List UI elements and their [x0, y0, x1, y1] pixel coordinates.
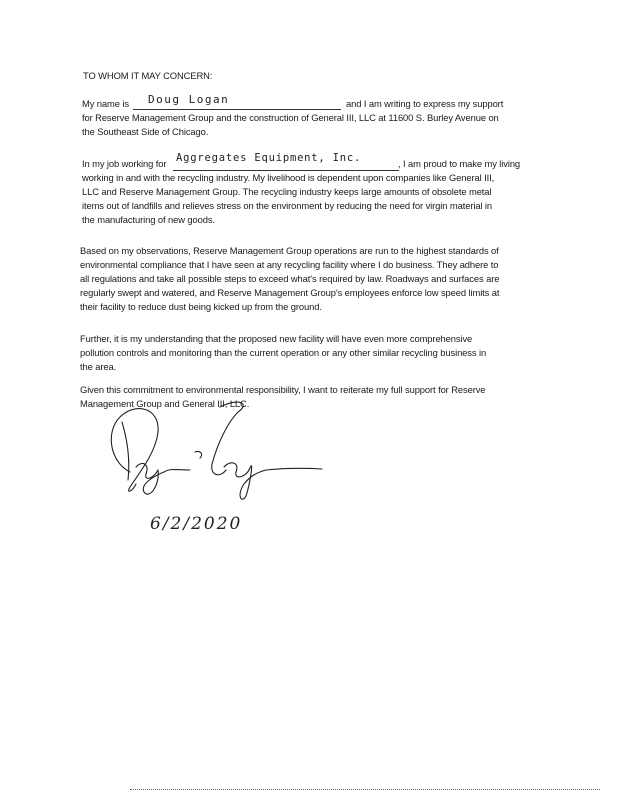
p3-line1: Based on my observations, Reserve Management Group operations are run to the highest standards of	[80, 245, 499, 256]
p4-line3: the area.	[80, 361, 117, 372]
p1-line1-prefix: My name is	[82, 98, 129, 109]
p2-line4: items out of landfills and relieves stress on the environment by reducing the need for virgin material in	[82, 200, 493, 211]
name-blank-line	[133, 109, 341, 110]
p1-line2: for Reserve Management Group and the construction of General III, LLC at 11600 S. Burley Avenue on	[82, 112, 499, 123]
p3-line3: all regulations and take all possible steps to exceed what's required by law. Roadways and surfaces are	[80, 273, 500, 284]
p2-line3: LLC and Reserve Management Group. The recycling industry keeps large amounts of obsolete metal	[82, 186, 492, 197]
p2-line1-suffix: , I am proud to make my living	[398, 158, 521, 169]
p2-line2: working in and with the recycling industry. My livelihood is dependent upon companies like General III,	[82, 172, 495, 183]
salutation: TO WHOM IT MAY CONCERN:	[83, 70, 213, 81]
signature-date: 6/2/2020	[150, 514, 243, 534]
p1-line3: the Southeast Side of Chicago.	[82, 126, 209, 137]
footer-scan-line	[130, 786, 600, 790]
p4-line1: Further, it is my understanding that the proposed new facility will have even more comprehensive	[80, 333, 473, 344]
p2-line5: the manufacturing of new goods.	[82, 214, 215, 225]
p3-line4: regularly swept and watered, and Reserve Management Group's employees enforce low speed limits at	[80, 287, 500, 298]
p3-line2: environmental compliance that I have seen at any recycling facility where I do business. They adhere to	[80, 259, 499, 270]
p3-line5: their facility to reduce dust being kicked up from the ground.	[80, 301, 322, 312]
p5-line2: Management Group and General III, LLC.	[80, 398, 250, 409]
p2-line1-prefix: In my job working for	[82, 158, 167, 169]
p4-line2: pollution controls and monitoring than the current operation or any other similar recycling business in	[80, 347, 487, 358]
signature-image	[100, 392, 330, 507]
p1-line1-suffix: and I am writing to express my support	[346, 98, 504, 109]
company-blank-line	[173, 170, 399, 171]
handwritten-company: Aggregates Equipment, Inc.	[176, 152, 362, 164]
p5-line1: Given this commitment to environmental responsibility, I want to reiterate my full support for Reserve	[80, 384, 486, 395]
handwritten-name: Doug Logan	[148, 93, 230, 106]
